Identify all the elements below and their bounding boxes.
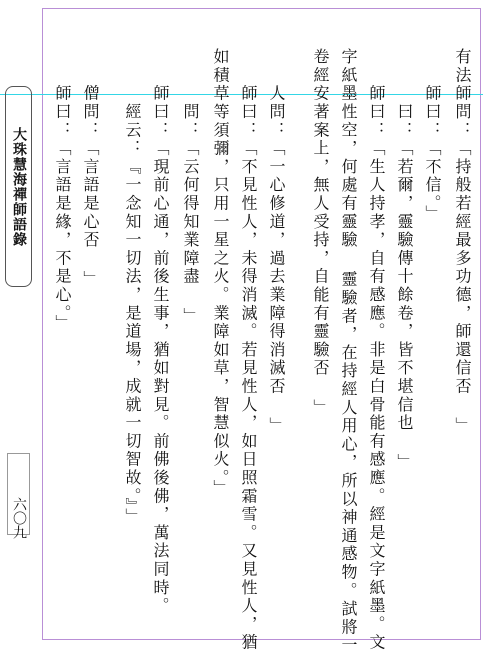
text-column-7: 人問：「一心修道，過去業障得消滅否 」	[267, 48, 286, 436]
text-column-12: 經云：『一念知一切法，是道場，成就一切智故。』」	[123, 48, 142, 527]
page-frame	[42, 8, 481, 640]
text-column-14: 師曰：「言語是緣，不是心。」	[53, 48, 72, 333]
text-column-8: 師曰：「不見性人，未得消滅。若見性人，如日照霜雪。又見性人，猶	[239, 48, 258, 652]
text-column-2: 師曰：「不信。」	[423, 48, 442, 223]
book-title: 大珠慧海禪師語錄	[5, 86, 32, 287]
text-column-1: 有法師問：「持般若經最多功德，師還信否 」	[453, 48, 472, 436]
text-column-13: 僧問：「言語是心否 」	[81, 48, 100, 289]
text-column-11: 師曰：「現前心通，前後生事，猶如對見。前佛後佛，萬法同時。	[151, 48, 170, 616]
page-number: 六〇九	[11, 497, 27, 539]
text-column-10: 問：「云何得知業障盡 」	[181, 48, 200, 326]
text-column-3: 曰：「若爾，靈驗傳十餘卷，皆不堪信也 」	[395, 48, 414, 472]
text-column-6: 卷經安著案上，無人受持，自能有靈驗否 」	[311, 48, 330, 417]
text-column-4: 師曰：「生人持孝，自有感應。非是白骨能有感應。經是文字紙墨。文	[367, 48, 386, 652]
text-column-9: 如積草等須彌，只用一星之火。業障如草，智慧似火。」	[211, 48, 230, 498]
text-column-5: 字紙墨性空，何處有靈驗 靈驗者，在持經人用心，所以神通感物。試將一	[339, 48, 358, 655]
